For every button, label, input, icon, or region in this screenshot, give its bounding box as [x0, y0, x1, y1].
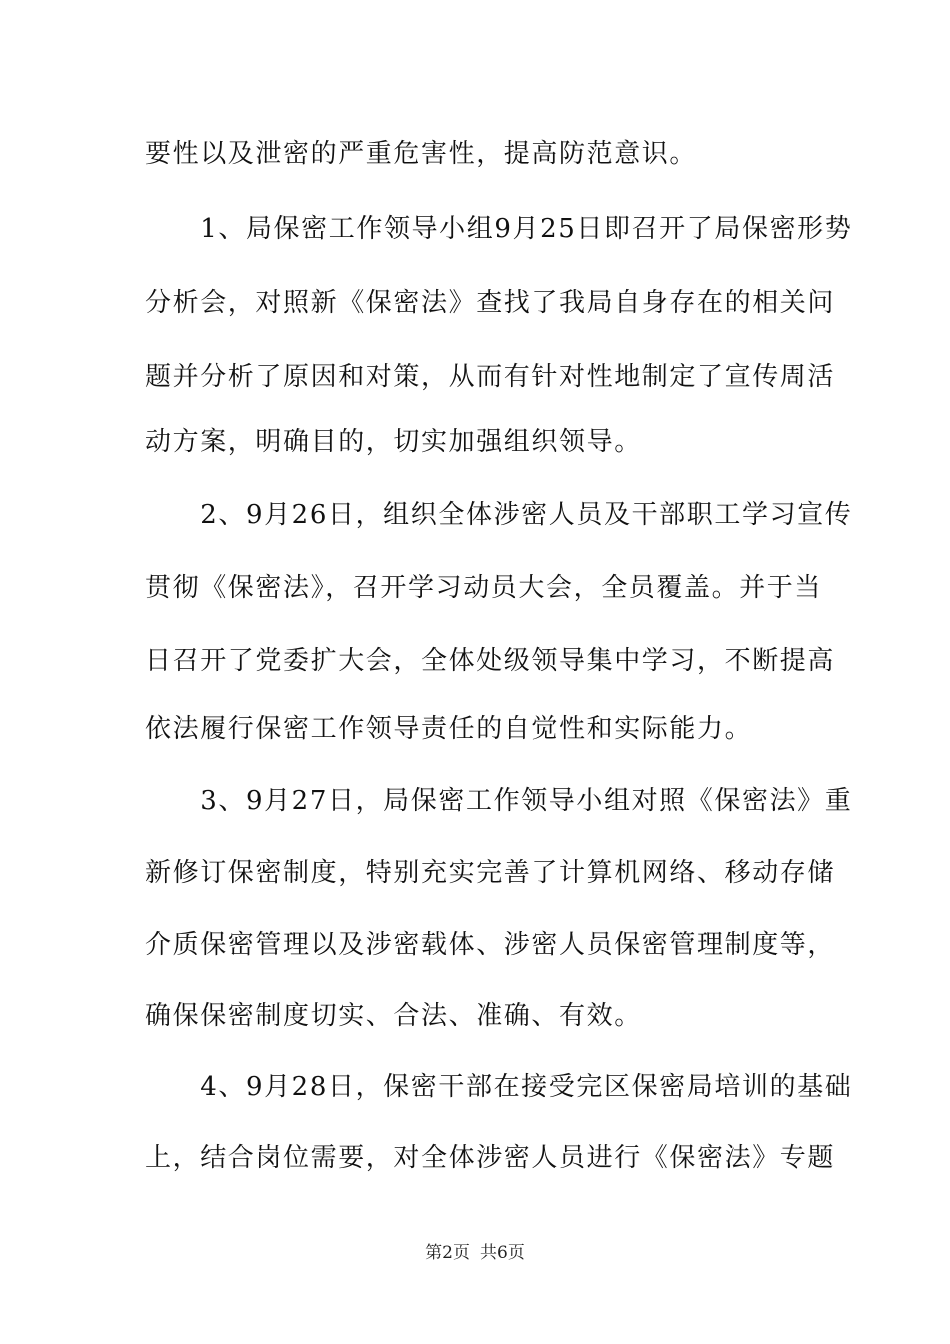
- text-line: 4、9月28日，保密干部在接受完区保密局培训的基础: [145, 1072, 853, 1102]
- page-total: 共6页: [480, 1243, 525, 1263]
- text-line: 2、9月26日，组织全体涉密人员及干部职工学习宣传: [145, 500, 853, 530]
- text-line: 确保保密制度切实、合法、准确、有效。: [145, 1001, 642, 1031]
- text-line: 1、局保密工作领导小组9月25日即召开了局保密形势: [145, 214, 853, 244]
- text-line: 上，结合岗位需要，对全体涉密人员进行《保密法》专题: [145, 1143, 836, 1173]
- text-line: 贯彻《保密法》，召开学习动员大会，全员覆盖。并于当: [145, 573, 823, 603]
- text-line: 要性以及泄密的严重危害性，提高防范意识。: [145, 139, 698, 169]
- text-line: 介质保密管理以及涉密载体、涉密人员保密管理制度等，: [145, 930, 836, 960]
- text-line: 动方案，明确目的，切实加强组织领导。: [145, 427, 642, 457]
- text-line: 日召开了党委扩大会，全体处级领导集中学习，不断提高: [145, 646, 836, 676]
- page-number: 第2页: [425, 1243, 470, 1263]
- text-line: 分析会，对照新《保密法》查找了我局自身存在的相关问: [145, 288, 836, 318]
- page-footer: [0, 1241, 950, 1265]
- text-line: 3、9月27日，局保密工作领导小组对照《保密法》重: [145, 786, 853, 816]
- text-line: 依法履行保密工作领导责任的自觉性和实际能力。: [145, 714, 753, 744]
- text-line: 题并分析了原因和对策，从而有针对性地制定了宣传周活: [145, 362, 836, 392]
- text-line: 新修订保密制度，特别充实完善了计算机网络、移动存储: [145, 858, 836, 888]
